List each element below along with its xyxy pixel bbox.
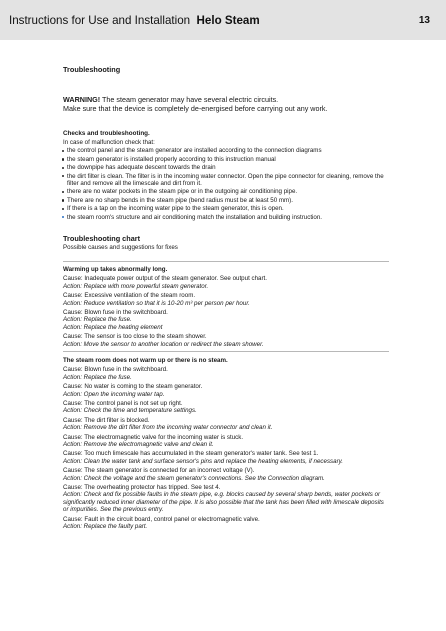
cause-entry (63, 484, 389, 514)
cause-text: Cause: The control panel is not set up right. (63, 399, 183, 407)
document-title (9, 14, 260, 27)
list-item: there are no water pockets in the steam pipe or in the outgoing air conditioning pipe. (63, 188, 389, 195)
chart-subtitle: Possible causes and suggestions for fixes (63, 244, 178, 252)
action-text: Action: Move the sensor to another location or redirect the steam shower. (63, 340, 264, 348)
cause-text: Cause: The electromagnetic valve for the incoming water is stuck. (63, 433, 244, 441)
action-text: Action: Replace the heating element (63, 323, 163, 331)
cause-text: Cause: The dirt filter is blocked. (63, 416, 150, 424)
action-text: Action: Open the incoming water tap. (63, 390, 165, 398)
cause-entry (63, 366, 389, 381)
cause-text: Cause: The overheating protector has tripped. See test 4. (63, 484, 221, 492)
list-item: the downpipe has adequate descent towards the drain (63, 164, 389, 171)
action-text: Action: Reduce ventilation so that it is 10-20 m³ per person per hour. (63, 299, 250, 307)
chart-title: Troubleshooting chart (63, 234, 141, 244)
action-text: Action: Replace the fuse. (63, 373, 132, 381)
cause-entry (63, 434, 389, 449)
product-name: Helo Steam (196, 14, 260, 27)
page-number: 13 (418, 15, 430, 26)
warning-label: WARNING! (63, 95, 101, 105)
action-text: Action: Replace the fuse. (63, 316, 132, 324)
cause-entry (63, 467, 389, 482)
action-text: Action: Replace with more powerful steam generator. (63, 282, 209, 290)
cause-entry (63, 450, 389, 465)
action-text: Action: Remove the electromagnetic valve and clean it. (63, 441, 214, 448)
cause-entry (63, 417, 389, 432)
cause-text: Cause: Excessive ventilation of the steam room. (63, 292, 196, 300)
list-item: the dirt filter is clean. The filter is in the incoming water connector. Open the pipe connector for cleaning, remove the filter and remove all the limescale and dirt from it. (63, 173, 389, 188)
divider (63, 351, 389, 352)
cause-entry (63, 309, 389, 331)
cause-text: Cause: Fault in the circuit board, control panel or electromagnetic valve. (63, 515, 260, 523)
cause-text: Cause: The steam generator is connected for an incorrect voltage (V). (63, 467, 255, 475)
action-text: Action: Remove the dirt filter from the incoming water connector and clean it. (63, 424, 273, 432)
list-item: the steam generator is installed properly according to this instruction manual (63, 156, 389, 163)
cause-entry (63, 275, 389, 290)
action-text: Action: Check the time and temperature settings. (63, 407, 197, 415)
warning-block (63, 96, 389, 113)
cause-entry (63, 516, 389, 531)
list-item: If there is a tap on the incoming water pipe to the steam generator, this is open. (63, 205, 389, 212)
cause-text: Cause: Inadequate power output of the steam generator. See output chart. (63, 275, 267, 283)
warning-text: The steam generator may have several electric circuits. (100, 95, 279, 105)
cause-entry (63, 400, 389, 415)
action-text: Action: Check and fix possible faults in the steam pipe, e.g. blocks caused by several sharp bends, water pockets or significantly reduced inner diameter of the pipe. It is also possible that the tank has been filled with limescale deposits or impurities. See the previous entry. (63, 491, 384, 514)
cause-text: Cause: The sensor is too close to the steam shower. (63, 333, 207, 341)
action-text: Action: Replace the faulty part. (63, 523, 148, 531)
list-item: There are no sharp bends in the steam pipe (bend radius must be at least 50 mm). (63, 197, 389, 204)
troubleshooting-heading: Troubleshooting (63, 65, 121, 74)
warning-text-2: Make sure that the device is completely de-energised before carrying out any work. (63, 104, 328, 113)
checks-intro: In case of malfunction check that: (63, 139, 155, 146)
cause-text: Cause: Blown fuse in the switchboard. (63, 366, 168, 374)
section-heading-warming: Warming up takes abnormally long. (63, 265, 168, 273)
action-text: Action: Clean the water tank and surface sensor's pins and replace the heating elements, if necessary. (63, 457, 344, 465)
cause-text: Cause: Too much limescale has accumulated in the steam generator's water tank. See test 1. (63, 450, 319, 458)
list-item: the steam room's structure and air conditioning match the installation and building instruction. (63, 214, 389, 221)
page-header (0, 0, 446, 40)
divider (63, 261, 389, 262)
checks-list (63, 147, 389, 221)
section-heading-no-steam: The steam room does not warm up or there is no steam. (63, 356, 228, 364)
page-content (63, 66, 389, 532)
action-text: Action: Check the voltage and the steam generator's connections. See the Connection diagram. (63, 474, 325, 482)
checks-heading: Checks and troubleshooting. (63, 129, 150, 137)
cause-text: Cause: No water is coming to the steam generator. (63, 383, 203, 391)
cause-entry (63, 383, 389, 398)
cause-entry (63, 333, 389, 348)
list-item: the control panel and the steam generator are installed according to the connection diagrams (63, 147, 389, 154)
title-prefix: Instructions for Use and Installation (9, 14, 191, 27)
cause-text: Cause: Blown fuse in the switchboard. (63, 308, 168, 316)
cause-entry (63, 292, 389, 307)
